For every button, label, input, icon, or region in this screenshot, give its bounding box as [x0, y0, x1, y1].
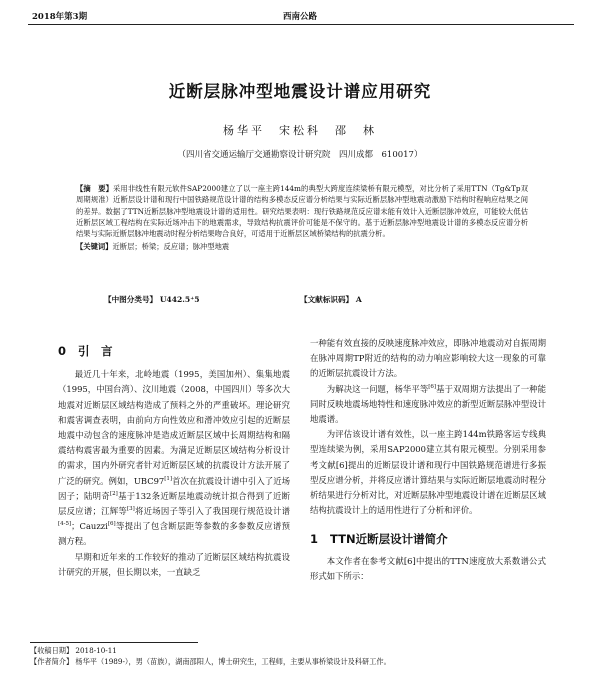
header-rule [28, 24, 574, 25]
author-bio: 【作者简介】 杨华平（1989-），男（苗族），湖南邵阳人，博士研究生，工程师，主要从事桥梁设计及科研工作。 [30, 657, 391, 666]
intro-paragraph-2: 早期和近年来的工作较好的推动了近断层区域结构抗震设计研究的开展，但长期以来，一直缺乏 [58, 551, 290, 577]
footnote-rule [30, 642, 198, 643]
keywords-text: 近断层；桥梁；反应谱；脉冲型地震 [112, 242, 230, 252]
intro-paragraph-5: 为评估该设计谱有效性，以一座主跨144m铁路客运专线典型连续梁为例，采用SAP2000建立其有限元模型。分别采用参考文献[6]提出的近断层设计谱和现行中国铁路规范谱进行多振型反应谱分析，并将反应谱计算结果与实际近断层地震动时程分析结果进行分析对比，对近断层脉冲型地震设计谱在近断层区域结构抗震设计上的适用性进行了分析和评价。 [310, 429, 546, 516]
abstract [76, 183, 528, 253]
right-column [310, 336, 546, 584]
section-0-heading: 0 引 言 [58, 344, 113, 358]
abstract-label: 【摘 要】 [76, 184, 114, 193]
intro-paragraph-4: 为解决这一问题，杨华平等[6]基于双周期方法提出了一种能同时反映地震场地特性和速度脉冲效应的新型近断层脉冲型设计地震谱。 [310, 383, 547, 425]
keywords [76, 241, 528, 252]
intro-paragraph-3: 一种能有效直接的反映速度脉冲效应，即脉冲地震动对自振周期在脉冲周期TP附近的结构的动力响应影响较大这一现象的可靠的近断层抗震设计方法。 [310, 338, 546, 379]
received-date: 【收稿日期】 2018-10-11 [30, 646, 117, 655]
paper-title: 近断层脉冲型地震设计谱应用研究 [168, 82, 432, 101]
section-1-paragraph: 本文作者在参考文献[6]中提出的TTN速度放大系数谱公式形式如下所示： [310, 555, 546, 581]
classification-number: 【中图分类号】 U442.5⁺5 [104, 295, 200, 304]
keywords-label: 【关键词】 [76, 242, 113, 252]
abstract-text: 采用非线性有限元软件SAP2000建立了以一座主跨144m的典型大跨度连续梁桥有限元模型，对比分析了采用TTN（Tg&Tp双周期规准）近断层设计谱和现行中国铁路规范设计谱的结构多模态反应谱分析结果与实际近断层脉冲型地震动激励下结构时程响应结果之间的差异。数据了TTN近断层脉冲型地震设计谱的适用性。研究结果表明：现行铁路规范反应谱未能有效计入近断层脉冲效应，可能较大低估近断层区域工程结构在实际近场冲击下的地震需求，导致结构抗震评价可能是不保守的。基于近断层脉冲型地震设计谱的多模态反应谱分析结果与实际近断层脉冲地震动时程分析结果吻合良好，可适用于近断层区域桥梁结构的抗震分析。 [76, 184, 529, 239]
paper-authors: 杨华平 宋松科 邵 林 [223, 124, 377, 137]
paper-affiliation: （四川省交通运输厅交通勘察设计研究院 四川成都 610017） [177, 150, 423, 160]
document-code: 【文献标识码】 A [300, 295, 362, 304]
running-header-issue: 2018年第3期 [32, 12, 88, 22]
section-1-heading: 1 TTN近断层设计谱简介 [310, 532, 448, 547]
running-header-journal: 西南公路 [282, 12, 317, 22]
intro-paragraph-1: 最近几十年来，北岭地震（1995，美国加州）、集集地震（1995，中国台湾）、汶川地震（2008，中国四川）等多次大地震对近断层区域结构造成了预料之外的严重破坏。理论研究和震害调查表明，由前向方向性效应和滑冲效应引起的近断层地震中动包含的速度脉冲是造成近断层区域中长周期结构和隔震结构震害最为重要的因素。为满足近断层区域结构分析设计的需求，国内外研究者针对近断层区域的抗震设计方法开展了广泛的研究。例如，UBC97[1]首次在抗震设计谱中引入了近场因子；陆明奇[2]基于132条近断层地震动统计拟合得到了近断层反应谱；江辉等[3]将近场因子等引入了我国现行规范设计谱[4-5]；Cauzzi[6]等提出了包含断层距等参数的多参数反应谱预测方程。 [58, 369, 291, 547]
footnotes [30, 645, 570, 667]
left-column [58, 344, 290, 580]
